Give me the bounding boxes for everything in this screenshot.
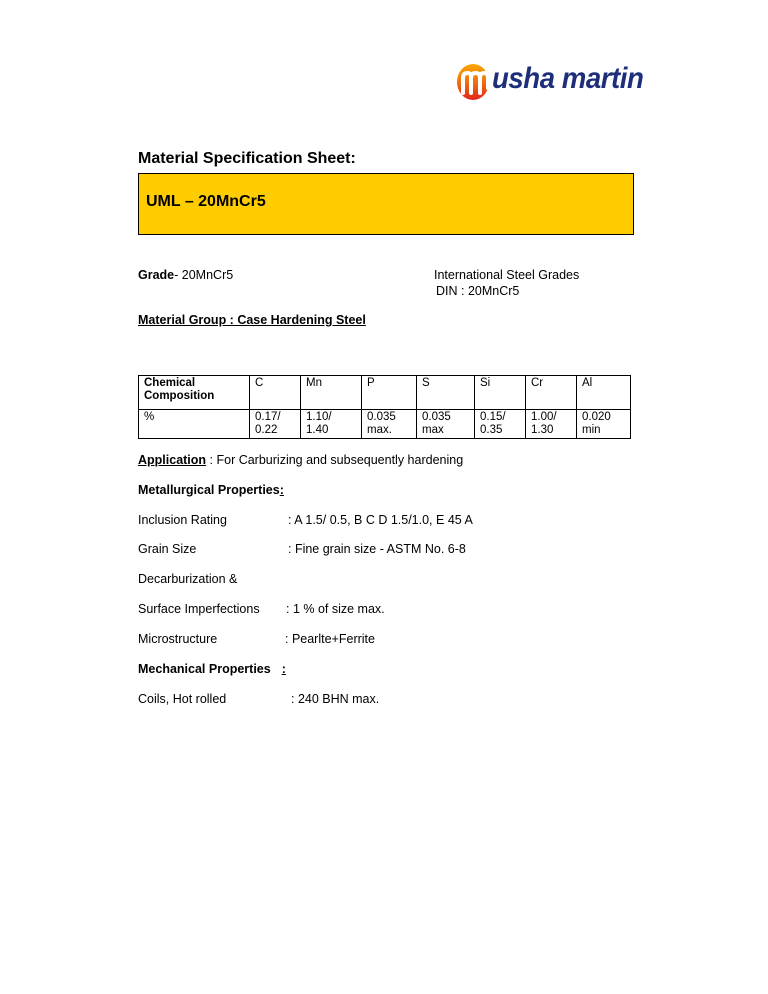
application-label: Application — [138, 453, 207, 467]
table-cell: 0.035 max — [417, 410, 475, 439]
mechanical-heading — [138, 662, 286, 677]
banner-title: UML – 20MnCr5 — [146, 193, 266, 210]
table-header-cell: Si — [475, 376, 526, 410]
property-value: : Pearlte+Ferrite — [285, 632, 375, 646]
material-group: Material Group : Case Hardening Steel — [138, 313, 366, 327]
table-header-cell: Al — [577, 376, 631, 410]
company-logo — [456, 60, 656, 110]
international-grades-label: International Steel Grades — [434, 268, 580, 282]
table-cell: 0.17/ 0.22 — [250, 410, 301, 439]
logo-wordmark: usha martin — [492, 62, 644, 95]
table-header-row — [139, 376, 631, 410]
application-line — [138, 453, 463, 468]
chemical-composition-table — [138, 375, 631, 439]
table-cell: 1.10/ 1.40 — [301, 410, 362, 439]
property-label: Coils, Hot rolled — [138, 692, 227, 706]
table-header-cell: Chemical Composition — [139, 376, 250, 410]
grade-value: - 20MnCr5 — [174, 268, 234, 282]
table-cell: 0.035 max. — [362, 410, 417, 439]
usha-martin-logo-mark-icon — [456, 62, 494, 106]
property-value: : 1 % of size max. — [286, 602, 385, 616]
grade-line — [138, 268, 233, 283]
table-header-cell: S — [417, 376, 475, 410]
table-row — [139, 410, 631, 439]
property-value: : 240 BHN max. — [291, 692, 380, 706]
property-label: Microstructure — [138, 632, 218, 646]
metallurgical-label: Metallurgical Properties — [138, 483, 280, 497]
table-header-cell: C — [250, 376, 301, 410]
property-value: : A 1.5/ 0.5, B C D 1.5/1.0, E 45 A — [288, 513, 473, 527]
table-cell: 1.00/ 1.30 — [526, 410, 577, 439]
din-grade: DIN : 20MnCr5 — [436, 284, 520, 298]
property-label: Grain Size — [138, 542, 197, 556]
property-label: Decarburization & — [138, 572, 238, 586]
metallurgical-heading — [138, 483, 284, 498]
property-value: : Fine grain size - ASTM No. 6-8 — [288, 542, 466, 556]
application-text: : For Carburizing and subsequently hardening — [206, 453, 464, 467]
page-title: Material Specification Sheet: — [138, 150, 356, 167]
table-header-cell: P — [362, 376, 417, 410]
mechanical-colon: : — [281, 662, 286, 676]
table-cell: 0.020 min — [577, 410, 631, 439]
table-cell: 0.15/ 0.35 — [475, 410, 526, 439]
table-header-cell: Mn — [301, 376, 362, 410]
metallurgical-colon: : — [279, 483, 284, 497]
grade-label: Grade — [138, 268, 175, 282]
property-label: Surface Imperfections — [138, 602, 260, 616]
grade-banner — [138, 173, 634, 235]
table-header-cell: Cr — [526, 376, 577, 410]
property-label: Inclusion Rating — [138, 513, 227, 527]
mechanical-label: Mechanical Properties — [138, 662, 271, 676]
table-cell: % — [139, 410, 250, 439]
